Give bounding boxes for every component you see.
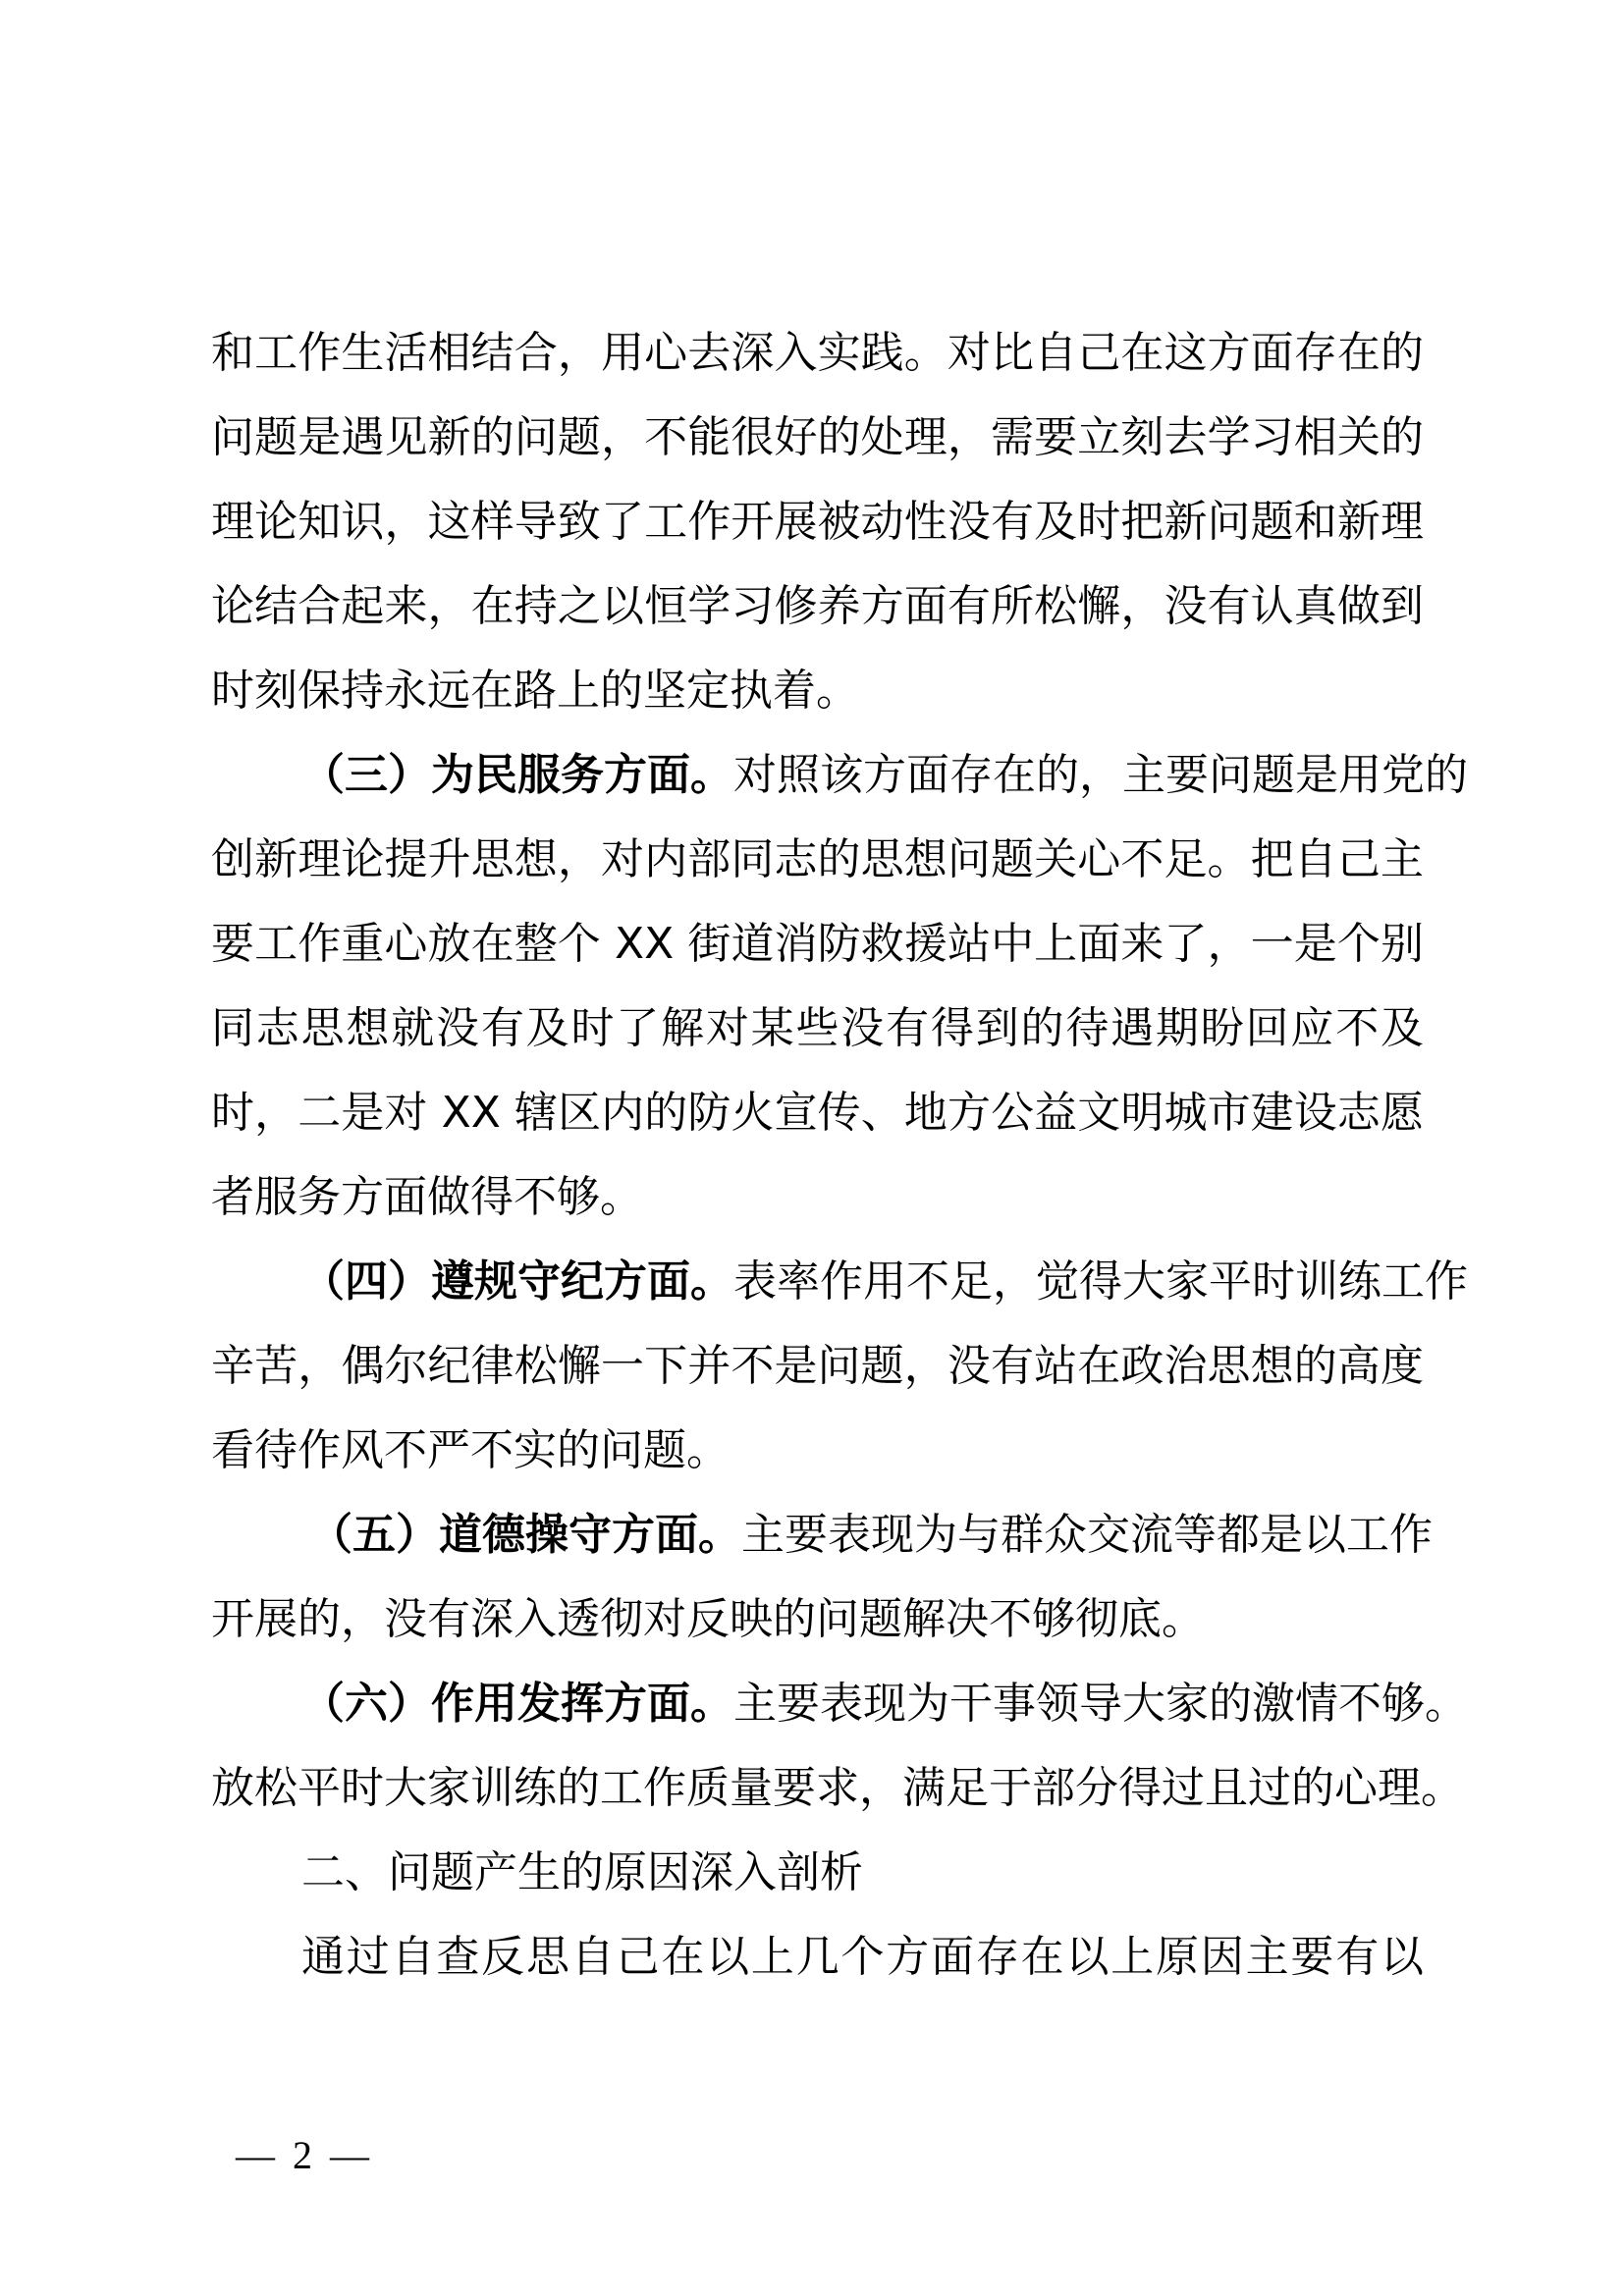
text-line: [211, 1240, 1468, 1324]
text-line: [211, 1324, 1424, 1409]
text-line: [211, 733, 1468, 818]
text-line: [211, 564, 1424, 649]
text-line: [211, 902, 1424, 987]
line-text: 和工作生活相结合，用心去深入实践。对比自己在这方面存在的: [211, 328, 1424, 378]
section-heading: （六）作用发挥方面。: [301, 1679, 733, 1729]
text-line: [211, 311, 1424, 396]
text-line: [211, 1155, 1424, 1240]
text-line: [211, 396, 1424, 480]
line-text: 通过自查反思自己在以上几个方面存在以上原因主要有以: [301, 1932, 1424, 1982]
text-line: [211, 1577, 1424, 1662]
text-line: [211, 1915, 1424, 2000]
line-text: 辛苦，偶尔纪律松懈一下并不是问题，没有站在政治思想的高度: [211, 1341, 1424, 1391]
text-line: [211, 1493, 1433, 1577]
line-text: 主要表现为干事领导大家的激情不够。: [733, 1679, 1468, 1729]
line-text: 理论知识，这样导致了工作开展被动性没有及时把新问题和新理: [211, 497, 1424, 547]
line-text: 二、问题产生的原因深入剖析: [301, 1847, 863, 1897]
line-text: 主要表现为与群众交流等都是以工作: [741, 1510, 1433, 1560]
line-text: 时刻保持永远在路上的坚定执着。: [211, 666, 859, 716]
section-heading: （三）为民服务方面。: [301, 750, 733, 800]
line-text: 要工作重心放在整个 XX 街道消防救援站中上面来了，一是个别: [211, 919, 1424, 969]
text-line: [211, 818, 1424, 902]
line-text: 创新理论提升思想，对内部同志的思想问题关心不足。把自己主: [211, 834, 1424, 884]
text-line: [211, 649, 1424, 733]
text-line: [211, 987, 1424, 1071]
line-text: 者服务方面做得不够。: [211, 1172, 643, 1222]
line-text: 表率作用不足，觉得大家平时训练工作: [733, 1256, 1468, 1307]
line-text: 问题是遇见新的问题，不能很好的处理，需要立刻去学习相关的: [211, 412, 1424, 462]
section-heading: （四）遵规守纪方面。: [301, 1256, 733, 1307]
text-line: [211, 1662, 1468, 1746]
text-line: [211, 1409, 1424, 1493]
document-body: [211, 311, 1468, 2000]
page-number: — 2 —: [236, 2133, 373, 2177]
line-text: 放松平时大家训练的工作质量要求，满足于部分得过且过的心理。: [211, 1763, 1464, 1813]
text-line: [211, 1071, 1424, 1155]
line-text: 看待作风不严不实的问题。: [211, 1425, 730, 1475]
section-heading: （五）道德操守方面。: [309, 1510, 741, 1560]
line-text: 论结合起来，在持之以恒学习修养方面有所松懈，没有认真做到: [211, 581, 1424, 631]
line-text: 时，二是对 XX 辖区内的防火宣传、地方公益文明城市建设志愿: [211, 1088, 1424, 1138]
text-line: [211, 480, 1424, 564]
line-text: 对照该方面存在的，主要问题是用党的: [733, 750, 1468, 800]
line-text: 开展的，没有深入透彻对反映的问题解决不够彻底。: [211, 1594, 1205, 1644]
text-line: [211, 1831, 1424, 1915]
text-line: [211, 1746, 1464, 1831]
line-text: 同志思想就没有及时了解对某些没有得到的待遇期盼回应不及: [211, 1003, 1424, 1053]
